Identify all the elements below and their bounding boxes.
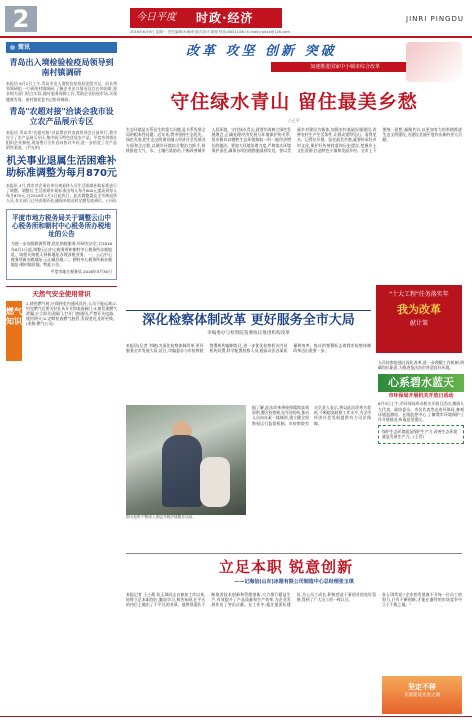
region-label: JINRI PINGDU <box>406 15 464 23</box>
promo-line-3: 献计策 <box>409 320 428 327</box>
section-masthead <box>130 8 282 28</box>
brief-body-3: 本报讯 4月,我市对企事业单位离退休人员生活困难补助标准进行了调整。调整后,生活困难补助标准由每人每月800元提高到每人每月870元,自2016年1月1日起执行。此次调整惠及全市离退休人员,有关部门已经安排资金,确保补助及时足额发放到位。(小原) <box>6 182 117 204</box>
reform-banner <box>126 42 462 82</box>
dot-icon <box>10 45 15 50</box>
reform-slogan: 改革 攻坚 创新 突破 <box>186 44 337 59</box>
promo-line-1: "十大工程"任务落实年 <box>389 291 449 298</box>
green-feature-quote: 保护生态环境就是保护生产力,改善生态环境就是发展生产力。(王青) <box>378 425 464 443</box>
tax-notice <box>6 209 117 279</box>
dateline: 2016年6月6日 星期一 责任编辑:孙海涛 版式设计:胡强 热线:88321080 E-mail:jrpdxx@126.com <box>130 30 290 34</box>
profile-side-text: 张玉琪常说:"企业的发展离不开每一位员工的努力,只有不断创新,才能在激烈的市场竞争中立于不败之地。" <box>382 592 462 608</box>
right-column <box>378 360 464 545</box>
brief-headline-3: 机关事业退属生活困难补助标准调整为每月870元 <box>6 155 117 179</box>
profile-subheadline: ——记海信(山东)冰箱有限公司制造中心总经理张玉琪 <box>234 579 354 585</box>
dragon-emblem-icon <box>406 42 462 82</box>
right-column-body: 人民检察院通过深化改革,进一步理顺工作机制,明确岗位职责,为推进依法治市营造良好环境。 <box>378 360 464 371</box>
procuratorate-subheadline: 市编委办与检察院签署协议推进机构改革 <box>207 331 290 336</box>
brief-tag <box>6 42 117 53</box>
reform-promo-box <box>376 285 462 353</box>
profile-body: 本报记者 王小燕 张玉琪同志自参加工作以来,始终立足本职岗位,勤奋学习,刻苦钻研,在平凡的岗位上做出了不平凡的业绩。他带领团队不断推进技术创新和管理创新,大力推行精益生产,有效提升了产品质量和生产效率,为企业发展作出了突出贡献。在工作中,他注重团队建设,关心员工成长,积极营造干事创业的良好氛围,得到了广大员工的一致认可。 <box>126 592 376 608</box>
green-feature-body: 6月3日上午,市环保局举办机关开放日活动,邀请人大代表、政协委员、市民代表等走进环保局,参观环境监测站、在线监控中心,了解我市环境保护工作开展情况,听取意见建议。 <box>378 401 464 423</box>
bottom-section-rule <box>126 553 462 554</box>
photo-caption: 图为检察干警深入基层开展法律服务活动。 <box>126 515 197 519</box>
procuratorate-headline: 深化检察体制改革 更好服务全市大局 <box>142 313 355 328</box>
brief-headline-2: 青岛"农超对接"洽谈会我市设立农产品展示专区 <box>9 106 114 126</box>
green-feature-subtitle: 市环保局开展机关开放日活动 <box>388 393 454 400</box>
photo-person-2 <box>200 457 230 507</box>
procuratorate-body-2: 据了解,此次改革将按照精简高效原则,整合检察机关内设机构,推动人员向办案一线倾斜,建立健全检察权运行监督机制。市检察院有关负责人表示,将以此次改革为契机,不断提高检察工作水平,为全市经济社会发展提供有力司法保障。 <box>252 405 371 426</box>
photo-person <box>162 435 202 507</box>
procuratorate-body: 本报讯(记者 刘晓)为深化检察体制改革,更好服务全市发展大局,近日,市编委办与市检察院签署机构编制协议,进一步优化检察机关内设机构设置,科学配置检察人员,提高司法办案质量和效率。协议的签署标志着我市检察体制改革迈出重要一步。 <box>126 343 371 354</box>
gas-knowledge-tag: 燃气知识 <box>6 301 22 361</box>
main-headline: 守住绿水青山 留住最美乡愁 <box>170 91 418 113</box>
section-rule <box>126 310 371 311</box>
city-promo-title: 坚定不移 <box>408 683 436 691</box>
notice-body: 为进一步加强税源管理,优化纳税服务,经研究决定,自2016年6月1日起,调整云山中心税务所和朝村中心税务所办税地址。请相关纳税人到新地址办理涉税业务。一、云山中心税务所新办税地址:云山镇驻地;二、朝村中心税务所新办税地址:朝村镇驻地。特此公告。 <box>11 241 112 268</box>
gas-safety-content <box>6 301 117 387</box>
header-rule <box>0 36 472 38</box>
section-title: 时政·经济 <box>196 11 254 25</box>
main-article-body: 生态环境是关系民生的重大问题,是关系发展全局的根本性问题。近年来,我市坚持生态优先、绿色发展,把生态文明建设融入经济社会发展各方面和全过程,以城乡环境综合整治为抓手,持续推进大气、水、土壤污染防治,不断改善城乡人居环境。守住绿水青山,就要牢固树立绿色发展理念,正确处理经济发展与环境保护的关系,坚决摒弃以牺牲生态环境换取一时一地经济增长的做法。要加大环境治理力度,严格落实环境保护责任,确保各项治理措施落到实处。要以美丽乡村建设为载体,加强农村基础设施建设,改善农村生产生活条件,让群众望得见山、看得见水、记得住乡愁。留住最美乡愁,就要传承好乡村文化,保护好传统村落和历史遗存,挖掘乡土文化资源,打造特色小镇和美丽乡村。全市上下要统一思想,凝聚共识,以更加有力的举措推进生态文明建设,为建设美丽平度作出新的更大贡献。 <box>126 127 462 153</box>
brief-body-1: 本报讯 6月2日上午,青岛市出入境检验检疫局党组书记、局长带领调研组一行到南村镇调研,了解企业出口情况及存在的困难,要求相关部门结合实际,做好服务保障工作,帮助企业拓展市场,实现健康发展。南村镇党委书记陪同调研。 <box>6 81 117 102</box>
paper-logo: 今日平度 <box>136 12 176 23</box>
promo-line-2: 我为改革 <box>397 303 441 316</box>
gas-safety-box <box>6 286 117 387</box>
city-promo-box <box>382 676 462 714</box>
gas-safety-title: 天然气安全使用常识 <box>32 289 91 298</box>
brief-tag-label: 简讯 <box>18 44 31 51</box>
profile-headline: 立足本职 锐意创新 <box>218 558 354 576</box>
brief-body-2: 本报讯 青岛市"农超对接"洽谈暨农村电商培训会日前举行,我市设立了农产品展示专区,集中展示特色优质农产品。平度市供销社组织企业参展,现场签订合作意向协议多份,进一步拓宽了农产品销售渠道。(尹光明) <box>6 129 117 151</box>
main-byline: ○王平 <box>288 118 300 123</box>
footer-rule <box>0 716 472 717</box>
notice-signature: 平度市地方税务局 2016年5月30日 <box>50 269 112 275</box>
reform-subtitle: 加速推进国家中小城市综合改革 <box>271 62 419 72</box>
notice-title: 平度市地方税务局关于调整云山中心税务所和朝村中心税务所办税地址的公告 <box>12 214 111 239</box>
green-feature-title: 心系碧水蓝天 <box>378 374 464 392</box>
gas-safety-body: 1.使用燃气时,应保持室内通风良好,人员不能远离;2.用完燃气后要关好灶具开关和表前阀门;3.如发现燃气泄漏,应立即关闭阀门,打开门窗通风,严禁开关电器、使用明火;4.定期检查燃气胶管,发现老化及时更换。(来源:燃气公司) <box>26 300 117 327</box>
brief-headline-1: 青岛出入境检验检疫局领导到南村镇调研 <box>9 58 114 77</box>
city-promo-subtitle: 实施建设先进之城 <box>404 693 440 698</box>
left-column <box>6 42 117 712</box>
news-photo <box>126 405 246 515</box>
page-header <box>0 0 472 36</box>
page-number: 2 <box>5 6 37 32</box>
